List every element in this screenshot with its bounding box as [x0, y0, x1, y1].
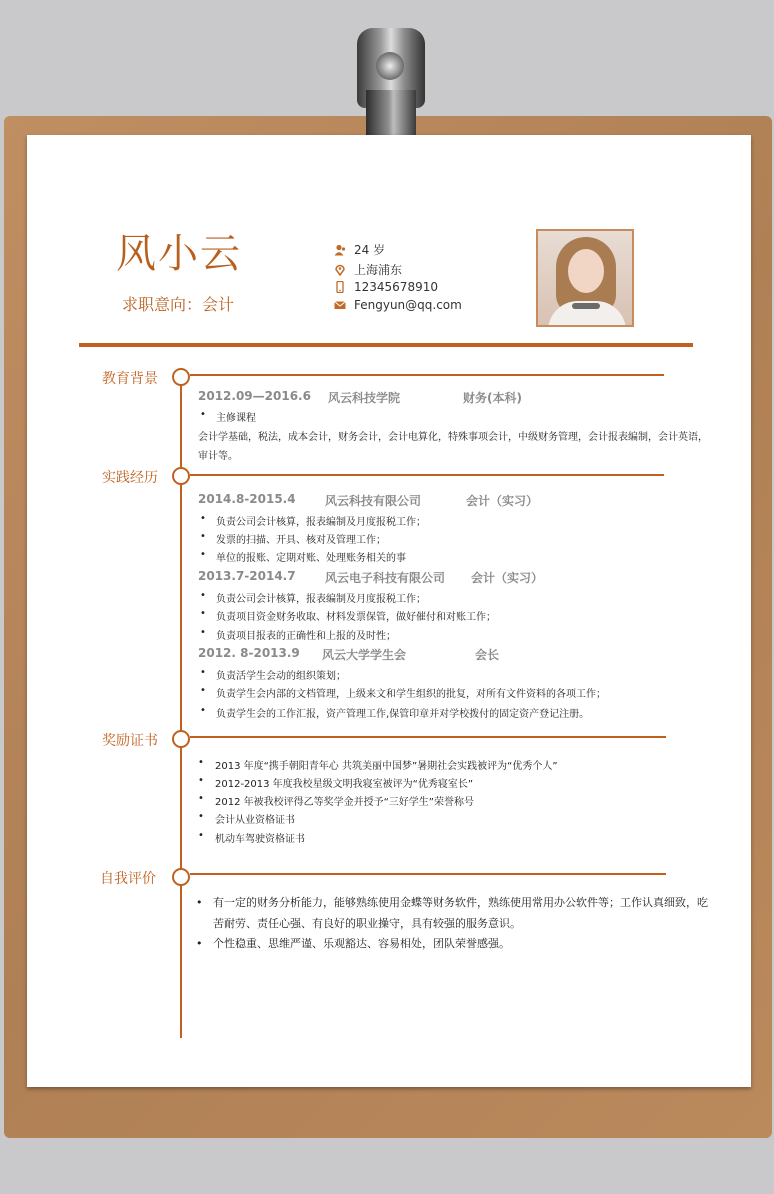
section-line-experience	[190, 474, 664, 476]
location-pin-icon	[333, 264, 347, 276]
contact-email	[333, 298, 462, 312]
timeline-node-self-eval	[172, 868, 190, 886]
job-duty: 负责公司会计核算，报表编制及月度报税工作；	[216, 517, 426, 528]
edu-course-label: 主修课程	[216, 413, 256, 424]
edu-major: 财务(本科)	[463, 391, 522, 405]
bullet-icon: •	[196, 896, 203, 909]
bullet-icon: •	[198, 830, 204, 841]
section-line-awards	[190, 736, 666, 738]
candidate-name: 风小云	[116, 231, 242, 277]
bullet-icon: •	[198, 757, 204, 768]
job-duty: 负责公司会计核算，报表编制及月度报税工作；	[216, 594, 426, 605]
contact-age	[333, 241, 385, 258]
job-duty: 负责活学生会动的组织策划；	[216, 671, 346, 682]
section-line-self-eval	[190, 873, 666, 875]
bullet-icon: •	[200, 531, 206, 542]
bullet-icon: •	[198, 775, 204, 786]
bullet-icon: •	[196, 937, 203, 950]
job-duty: 负责项目资金财务收取、材料发票保管，做好催付和对账工作；	[216, 612, 496, 623]
section-title-education: 教育背景	[102, 371, 158, 387]
job-duty: 负责学生会内部的文档管理，上级来文和学生组织的批复，对所有文件资料的各项工作；	[216, 689, 606, 700]
bullet-icon: •	[200, 513, 206, 524]
job-company: 风云大学学生会	[322, 648, 407, 662]
award-item: 2012-2013 年度我校星级文明我寝室被评为“优秀寝室长”	[215, 779, 474, 790]
job-duty: 负责学生会的工作汇报，资产管理工作,保管印章并对学校拨付的固定资产登记注册。	[216, 709, 590, 720]
job-duty: 发票的扫描、开具、核对及管理工作；	[216, 535, 386, 546]
header-divider	[79, 343, 693, 347]
edu-courses-line1: 会计学基础，税法，成本会计，财务会计，会计电算化，特殊事项会计，中级财务管理，会计报表编制，会计英语，	[198, 432, 708, 443]
job-company: 风云科技有限公司	[325, 494, 422, 508]
award-item: 2013 年度“携手朝阳青年心 共筑美丽中国梦”暑期社会实践被评为“优秀个人”	[215, 761, 558, 772]
job-duty: 单位的报账、定期对账、处理账务相关的事	[216, 553, 406, 564]
binder-clip-hole	[376, 52, 404, 80]
bullet-icon: •	[198, 793, 204, 804]
bullet-icon: •	[200, 608, 206, 619]
age-text: 24 岁	[354, 243, 386, 257]
timeline-node-awards	[172, 730, 190, 748]
timeline-node-experience	[172, 467, 190, 485]
profile-photo	[536, 229, 634, 327]
email-text: Fengyun@qq.com	[354, 298, 462, 312]
section-line-education	[190, 374, 664, 376]
bullet-icon: •	[200, 590, 206, 601]
self-eval-item2: 个性稳重、思维严谨、乐观豁达、容易相处，团队荣誉感强。	[213, 937, 510, 950]
bullet-icon: •	[200, 685, 206, 696]
self-eval-item1-line1: 有一定的财务分析能力，能够熟练使用金蝶等财务软件，熟练使用常用办公软件等；工作认真细致，吃	[213, 896, 708, 909]
section-title-experience: 实践经历	[102, 470, 158, 486]
job-intent: 求职意向：会计	[122, 295, 235, 314]
award-item: 会计从业资格证书	[215, 815, 295, 826]
self-eval-item1-line2: 苦耐劳、责任心强、有良好的职业操守，具有较强的服务意识。	[213, 917, 521, 930]
job-company: 风云电子科技有限公司	[325, 571, 446, 585]
job-role: 会计（实习）	[466, 494, 539, 508]
bullet-icon: •	[200, 549, 206, 560]
timeline-node-education	[172, 368, 190, 386]
phone-text: 12345678910	[354, 280, 438, 294]
edu-school: 风云科技学院	[328, 391, 401, 405]
bullet-icon: •	[200, 667, 206, 678]
mail-icon	[333, 299, 347, 311]
contact-location	[333, 261, 402, 278]
photo-face	[568, 249, 604, 293]
job-duty: 负责项目报表的正确性和上报的及时性；	[216, 631, 396, 642]
contact-phone	[333, 280, 438, 294]
photo-necklace	[572, 303, 600, 309]
phone-icon	[333, 281, 347, 293]
award-item: 2012 年被我校评得乙等奖学金并授予“三好学生”荣誉称号	[215, 797, 474, 808]
section-title-awards: 奖励证书	[102, 733, 158, 749]
bullet-icon: •	[198, 811, 204, 822]
edu-courses-line2: 审计等。	[198, 451, 238, 462]
award-item: 机动车驾驶资格证书	[215, 834, 305, 845]
person-icon	[333, 244, 347, 256]
job-period: 2014.8-2015.4	[198, 492, 296, 506]
job-period: 2012. 8-2013.9	[198, 646, 300, 660]
location-text: 上海浦东	[354, 263, 403, 277]
job-period: 2013.7-2014.7	[198, 569, 296, 583]
bullet-icon: •	[200, 705, 206, 716]
bullet-icon: •	[200, 409, 206, 420]
section-title-self-eval: 自我评价	[100, 871, 156, 887]
edu-period: 2012.09—2016.6	[198, 389, 311, 403]
bullet-icon: •	[200, 627, 206, 638]
job-role: 会长	[475, 648, 500, 662]
job-role: 会计（实习）	[471, 571, 544, 585]
